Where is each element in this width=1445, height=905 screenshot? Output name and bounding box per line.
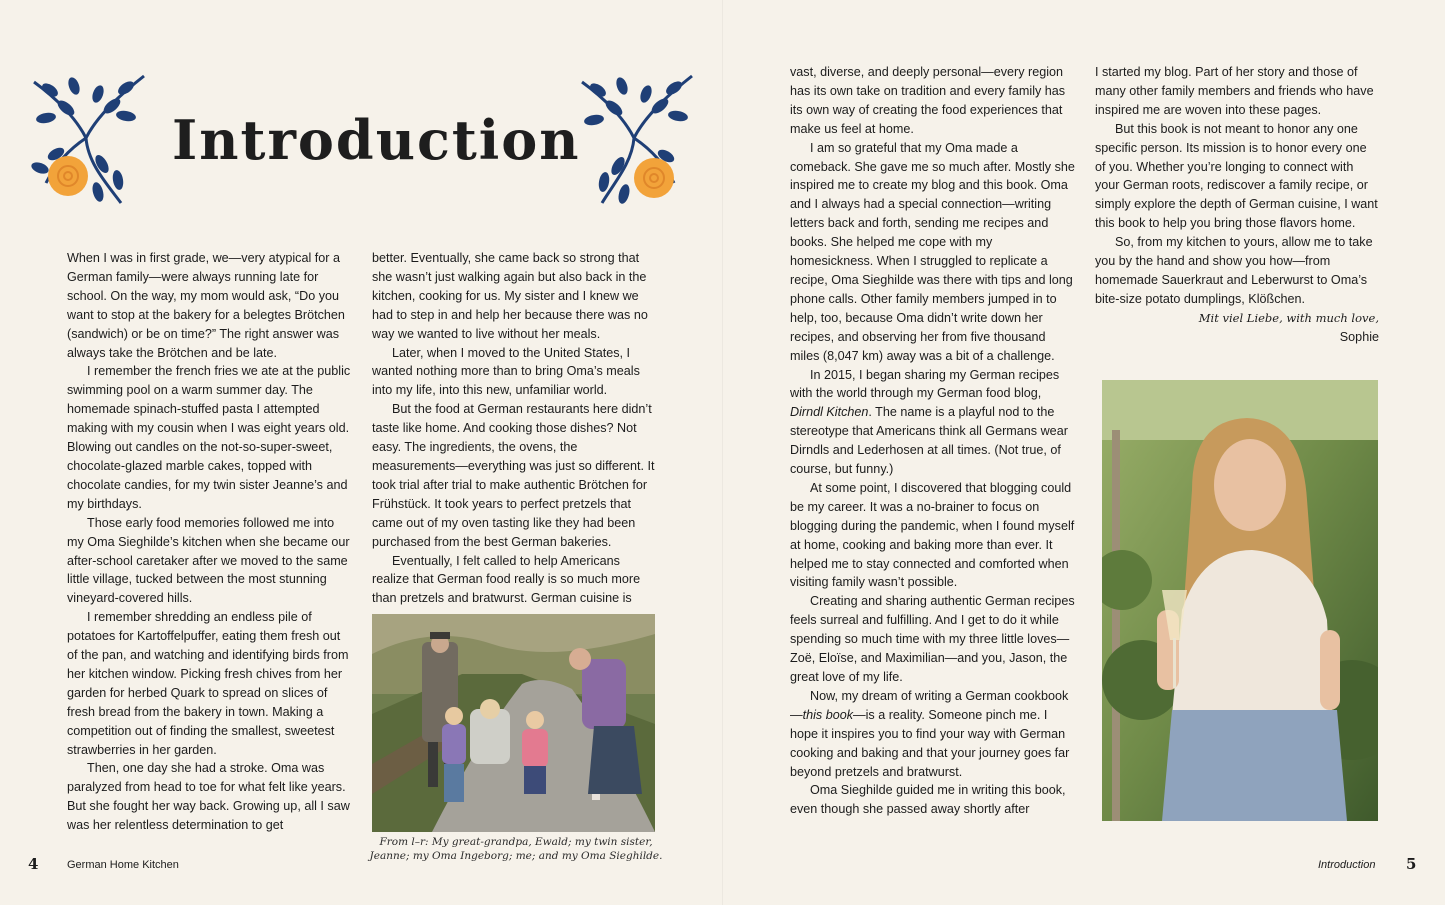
paragraph: Creating and sharing authentic German recipes feels surreal and fulfilling. And I get to do it while spending so much time with my three little loves—Zoë, Eloïse, and Maximilian—and you, Jason, the great love of my life. (790, 594, 1075, 684)
paragraph: Later, when I moved to the United States, I wanted nothing more than to bring Oma’s meals into my life, into this new, unfamiliar world. (372, 345, 640, 398)
family-photo (372, 614, 655, 832)
paragraph: Then, one day she had a stroke. Oma was paralyzed from head to toe for what felt like years. But she fought her way back. Growing up, all I saw was her relentless determination to get (67, 761, 350, 833)
paragraph: At some point, I discovered that blogging could be my career. It was a no-brainer to focus on blogging during the pandemic, when I found myself at home, cooking and baking more than ever. It helped me to stay connected and comforted when visiting family wasn’t possible. (790, 480, 1075, 590)
emphasis: this book (802, 707, 853, 722)
paragraph: I remember the french fries we ate at the public swimming pool on a warm summer day. The homemade spinach-stuffed pasta I attempted making with my cousin when I was eight years old. Blowing out candles on the not-so-super-sweet, chocolate-glazed marble cakes, topped with chocolate candies, for my twin sister Jeanne’s and my birthdays. (67, 364, 351, 511)
running-footer-right: Introduction (1318, 859, 1376, 871)
paragraph: better. Eventually, she came back so strong that she wasn’t just walking again but also back in the kitchen, cooking for us. My sister and I knew we had to step in and help her because there was no way we wanted to live without her meals. (372, 251, 648, 341)
paragraph: When I was in first grade, we—very atypical for a German family—were always running late for school. On the way, my mom would ask, “Do you want to stop at the bakery for a belegtes Brötchen (sandwich) or be on time?” The right answer was always take the Brötchen and be late. (67, 251, 345, 360)
paragraph: Eventually, I felt called to help Americans realize that German food really is so much more than pretzels and bratwurst. German cuisine is (372, 553, 641, 606)
signoff-name: Sophie (1339, 329, 1379, 344)
paragraph: But this book is not meant to honor any one specific person. Its mission is to honor every one of you. Whether you’re longing to connect with your German roots, rediscover a family recipe, or simply explore the depth of German cuisine, I want this book to help you bring those flavors home. (1095, 121, 1378, 231)
text-span: Now, my dream of writing a German cookbook— (790, 688, 1069, 722)
page-number-right: 5 (1406, 855, 1417, 873)
floral-ornament-right (574, 68, 698, 208)
text-span: In 2015, I began sharing my German recipes with the world through my German food blog, (790, 367, 1060, 401)
paragraph: Those early food memories followed me into my Oma Sieghilde’s kitchen when she became our after-school caretaker after we moved to the same little village, tucked between the most stunning vineyard-covered hills. (67, 515, 350, 606)
paragraph: Oma Sieghilde guided me in writing this book, even though she passed away shortly after (790, 783, 1066, 817)
running-footer-left: German Home Kitchen (67, 859, 179, 871)
signoff-italic: Mit viel Liebe, with much love, (1198, 310, 1379, 325)
paragraph (790, 366, 1076, 479)
paragraph: I remember shredding an endless pile of potatoes for Kartoffelpuffer, eating them fresh out of the pan, and watching and identifying birds from her kitchen window. Picking fresh chives from her garden for herbed Quark to spread on slices of fresh bread from the bakery in town. Making a competition out of finding the smallest, sweetest strawberries in her garden. (67, 610, 349, 757)
page-title: Introduction (172, 108, 581, 172)
photo-caption: From l–r: My great-grandpa, Ewald; my twin sister, Jeanne; my Oma Ingeborg; me; and my Oma Sieghilde. (369, 836, 663, 862)
body-column-1 (67, 249, 351, 835)
paragraph: vast, diverse, and deeply personal—every region has its own take on tradition and every family has its own way of creating the food experiences that make us feel at home. (790, 65, 1066, 136)
floral-ornament-left (26, 68, 150, 208)
paragraph: I started my blog. Part of her story and those of many other family members and friends who have inspired me are woven into these pages. (1095, 65, 1374, 117)
paragraph (790, 687, 1076, 782)
paragraph: I am so grateful that my Oma made a comeback. She gave me so much after. Mostly she inspired me to create my blog and this book. Oma and I always had a special connection—writing letters back and forth, sending me recipes and books. She helped me cope with my homesickness. When I struggled to replicate a recipe, Oma Sieghilde was there with tips and long phone calls. Other family members jumped in to help, too, because Oma didn’t write down her recipes, and observing her from five thousand miles (8,047 km) away was a bit of a challenge. (790, 140, 1075, 363)
paragraph: So, from my kitchen to yours, allow me to take you by the hand and show you how—from homemade Sauerkraut and Leberwurst to Oma’s bite-size potato dumplings, Klößchen. (1095, 235, 1373, 306)
page-number-left: 4 (28, 855, 39, 873)
blog-name: Dirndl Kitchen (790, 405, 869, 420)
text-span: —is a reality. Someone pinch me. I hope it inspires you to find your way with German cooking and baking and that your journey goes far beyond pretzels and bratwurst. (790, 707, 1070, 779)
author-portrait-photo (1102, 380, 1378, 821)
page-gutter (722, 0, 723, 905)
body-column-4 (1095, 63, 1379, 347)
text-span: . The name is a playful nod to the stereotype that Americans think all Germans wear Dirndls and Lederhosen at all times. (Not true, of course, but funny.) (790, 405, 1068, 477)
body-column-3 (790, 63, 1076, 819)
body-column-2 (372, 249, 656, 608)
paragraph: But the food at German restaurants here didn’t taste like home. And cooking those dishes? Not easy. The ingredients, the ovens, the measurements—everything was just so different. It took trial after trial to make authentic Brötchen for Frühstück. It took years to perfect pretzels that came out of my oven tasting like they had been purchased from the best German bakeries. (372, 402, 655, 549)
